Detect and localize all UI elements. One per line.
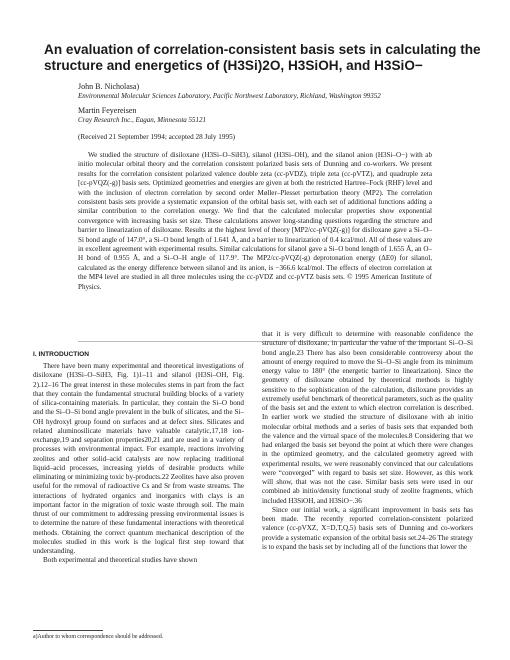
left-column: [33, 362, 244, 614]
right-column: [262, 330, 473, 552]
author-name: John B. Nicholasa): [78, 82, 140, 91]
abstract: We studied the structure of disiloxane (H3Si–O–SiH3), silanol (H3Si–OH), and the silanol anion (H3Si–O−) with ab initio molecular orbital theory and the correlation consistent polarized basis sets of Dunning and co-workers. We present results for the correlation consistent polarized valence double zeta (cc-pVDZ), triple zeta (cc-pVTZ), and quadruple zeta [cc-pVQZ(-g)] basis sets. Optimized geometries and energies are given at both the restricted Hartree–Fock (RHF) level and with the inclusion of electron correlation by second order Møller–Plesset perturbation theory (MP2). The correlation consistent basis sets provide a systematic expansion of the orbital basis set, with each set of additional functions adding a similar contribution to the correlation energy. We find that the calculated molecular properties show exponential convergence with increasing basis set size. These calculations answer long-standing questions regarding the structure and barrier to linearization of disiloxane. Results at the highest level of theory [MP2/cc-pVQZ(-g)] for disiloxane gave a Si–O–Si bond angle of 147.0°, a Si–O bond length of 1.641 Å, and a barrier to linearization of 0.4 kcal/mol. All of these values are in excellent agreement with experimental results. Similar calculations for silanol gave a Si–O bond length of 1.655 Å, an O–H bond of 0.955 Å, and a Si–O–H angle of 117.9°. The MP2/cc-pVQZ(-g) deprotonation energy (ΔE0) for silanol, calculated as the energy difference between silanol and its anion, is −366.6 kcal/mol. The effects of electron correlation at the MP4 level are studied in all three molecules using the cc-pVDZ and cc-pVTZ basis sets. © 1995 American Institute of Physics.: [78, 151, 432, 291]
author-affiliation: Cray Research Inc., Eagan, Minnesota 55121: [78, 116, 207, 124]
intro-paragraph: Since our initial work, a significant improvement in basis sets has been made. The recently reported correlation-consistent polarized valence (cc-pVXZ, X=D,T,Q,5) basis sets of Dunning and co-workers provide a systematic expansion of the orbital basis set.24–26 The strategy is to expand the basis set by including all of the functions that lower the: [262, 505, 473, 551]
intro-paragraph: There have been many experimental and theoretical investigations of disiloxane (H3Si–O–SiH3, Fig. 1)1–11 and silanol (H3Si–OH, Fig. 2).12–16 The great interest in these molecules stems in part from the fact that they contain the fundamental structural building blocks of a variety of silica-containing materials. In particular, they contain the Si–O bond and the Si–O–Si bond angle prevalent in the bulk of silicates, and the Si–OH hydroxyl group found on surfaces and at defect sites. Silicates and related aluminosilicate materials have valuable catalytic,17,18 ion-exchange,19 and separation properties20,21 and are used in a variety of processes with environmental impact. For example, reactions involving zeolites and other solid–acid catalysts are now replacing traditional liquid–acid processes, increasing yields of desirable products while eliminating or minimizing toxic by-products.22 Zeolites have also proven useful for the removal of radioactive Cs and Sr from waste streams. The interactions of hydrated organics and inorganics with clays is an important factor in the migration of toxic waste through soil. The main thrust of our commitment to addressing pressing environmental issues is to determine the nature of these fundamental interactions with theoretical methods. Obtaining the correct quantum mechanical description of the molecules studied in this work is the logical first step toward that understanding.: [33, 362, 244, 555]
footnote-rule: [33, 630, 103, 631]
section-heading: I. INTRODUCTION: [33, 351, 90, 358]
intro-paragraph: that it is very difficult to determine with reasonable confidence the structure of disiloxane, in particular the value of the important Si–O–Si bond angle.23 There has also been considerable controversy about the amount of energy required to move the Si–O–Si angle from its minimum energy value to 180° (the energetic barrier to linearization). Since the geometry of disiloxane obtained by theoretical methods is highly sensitive to the sophistication of the calculation, disiloxane provides an extremely useful benchmark of theoretical parameters, such as the quality of the basis set and the extent to which electron correlation is described. In earlier work we studied the structure of disiloxane with ab initio molecular orbital methods and a series of basis sets that expanded both the valence and the virtual space of the molecules.8 Considering that we had enlarged the basis set beyond the point at which there were changes in the optimized geometry, and the calculated geometry agreed with experimental results, we were reasonably convinced that our calculations were “converged” with regard to basis set size. However, as this work will show, that was not the case. Similar basis sets were used in our combined ab initio/density functional study of zeolite fragments, which included H3SiOH, and H3SiO−.36: [262, 330, 473, 505]
footnote: a)Author to whom correspondence should be addressed.: [33, 634, 164, 640]
paper-title: An evaluation of correlation-consistent basis sets in calculating the structure and energetics of (H3Si)2O, H3SiOH, and H3SiO−: [44, 42, 481, 73]
received-dates: (Received 21 September 1994; accepted 28 July 1995): [78, 133, 236, 141]
intro-paragraph: Both experimental and theoretical studies have shown: [43, 556, 198, 565]
author-name: Martin Feyereisen: [78, 106, 137, 115]
author-affiliation: Environmental Molecular Sciences Laboratory, Pacific Northwest Laboratory, Richland, Washington 99352: [78, 92, 381, 100]
